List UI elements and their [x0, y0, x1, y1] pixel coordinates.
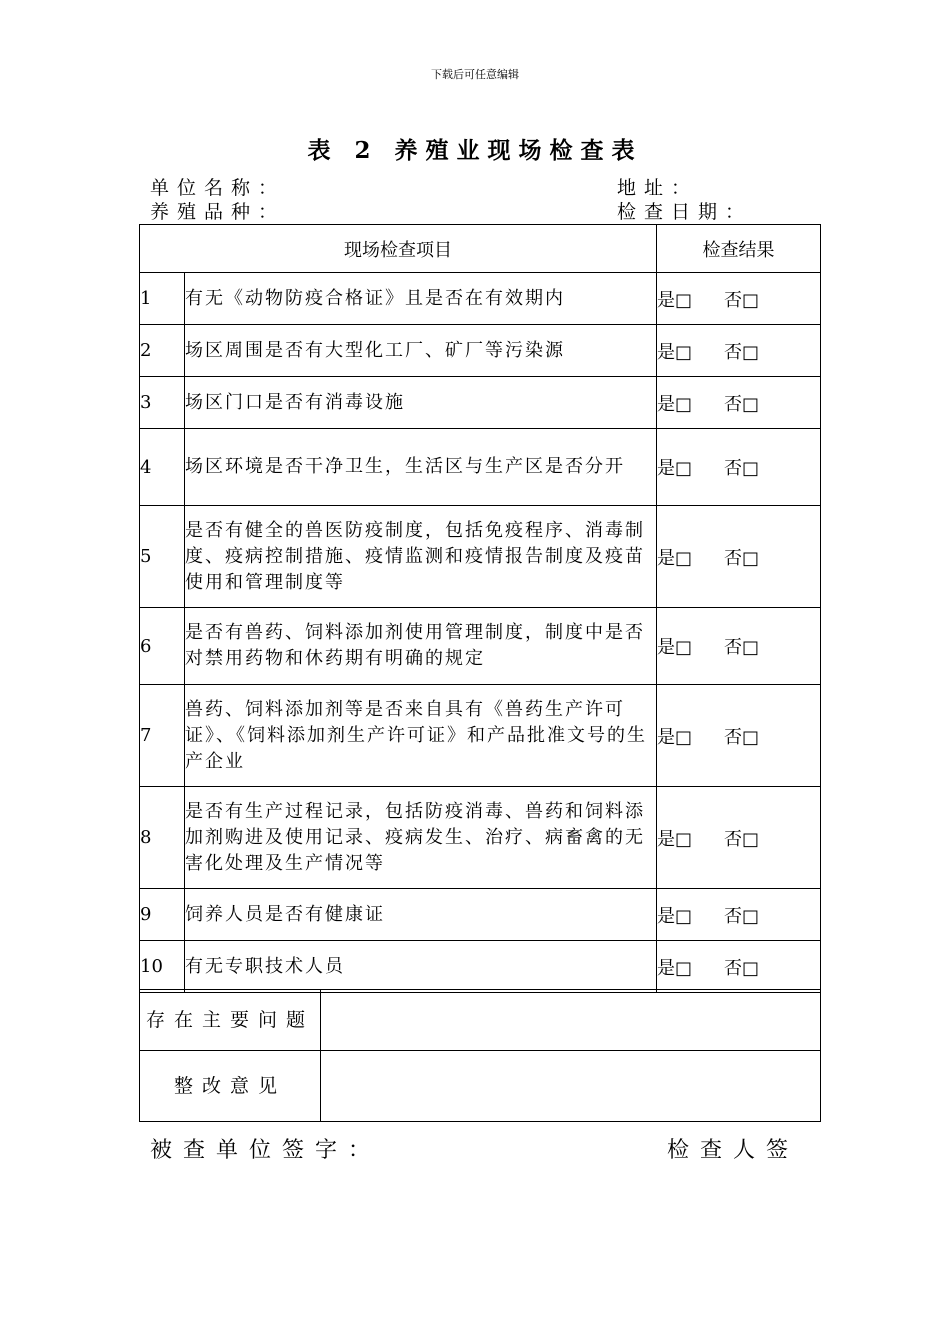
check-item-text: 是否有健全的兽医防疫制度，包括免疫程序、消毒制度、疫病控制措施、疫情监测和疫情报告制度及疫苗使用和管理制度等: [185, 506, 657, 608]
table-row: [140, 685, 821, 787]
no-checkbox[interactable]: 否□: [724, 289, 760, 311]
page-title: 表 2 养殖业现场检查表: [307, 137, 643, 164]
table-row: [140, 506, 821, 608]
no-checkbox[interactable]: 否□: [724, 957, 760, 979]
row-number: 1: [140, 273, 185, 325]
yes-checkbox[interactable]: 是□: [657, 458, 693, 479]
check-item-text: 兽药、饲料添加剂等是否来自具有《兽药生产许可证》、《饲料添加剂生产许可证》和产品批准文号的生产企业: [185, 685, 657, 787]
check-item-text: 饲养人员是否有健康证: [185, 889, 657, 941]
result-cell: [657, 685, 821, 787]
breed-label: 养殖品种：: [150, 201, 286, 223]
no-checkbox[interactable]: 否□: [724, 393, 760, 415]
result-cell: [657, 941, 821, 993]
yes-checkbox[interactable]: 是□: [657, 828, 693, 850]
table-row: [140, 941, 821, 993]
yes-checkbox[interactable]: 是□: [657, 905, 693, 927]
no-checkbox[interactable]: 否□: [724, 828, 760, 850]
yes-checkbox[interactable]: 是□: [657, 957, 693, 979]
table-row: [140, 889, 821, 941]
row-number: 10: [140, 941, 185, 993]
no-checkbox[interactable]: 否□: [724, 905, 760, 927]
row-number: 5: [140, 506, 185, 608]
inspected-unit-signature-label: 被查单位签字：: [150, 1138, 382, 1163]
main-issues-label: 存在主要问题: [140, 990, 321, 1051]
row-number: 9: [140, 889, 185, 941]
no-checkbox[interactable]: 否□: [724, 547, 760, 569]
rectification-field[interactable]: [321, 1051, 821, 1122]
result-cell: [657, 429, 821, 506]
row-number: 3: [140, 377, 185, 429]
check-item-text: 有无专职技术人员: [185, 941, 657, 993]
yes-checkbox[interactable]: 是□: [657, 547, 693, 569]
result-cell: [657, 506, 821, 608]
check-item-text: 场区门口是否有消毒设施: [185, 377, 657, 429]
no-checkbox[interactable]: 否□: [724, 637, 760, 658]
unit-name-label: 单位名称：: [150, 177, 286, 199]
check-item-text: 场区环境是否干净卫生，生活区与生产区是否分开: [185, 429, 657, 506]
table-row: [140, 608, 821, 685]
table-row: [140, 377, 821, 429]
result-cell: [657, 377, 821, 429]
yes-checkbox[interactable]: 是□: [657, 393, 693, 415]
table-row: [140, 429, 821, 506]
yes-checkbox[interactable]: 是□: [657, 726, 693, 748]
check-item-text: 是否有生产过程记录，包括防疫消毒、兽药和饲料添加剂购进及使用记录、疫病发生、治疗、病畜禽的无害化处理及生产情况等: [185, 787, 657, 889]
result-cell: [657, 608, 821, 685]
inspector-signature-label: 检查人签: [667, 1138, 800, 1163]
header-note: 下载后可任意编辑: [431, 68, 519, 81]
result-cell: [657, 787, 821, 889]
check-item-text: 是否有兽药、饲料添加剂使用管理制度，制度中是否对禁用药物和休药期有明确的规定: [185, 608, 657, 685]
row-number: 2: [140, 325, 185, 377]
row-number: 8: [140, 787, 185, 889]
no-checkbox[interactable]: 否□: [724, 726, 760, 748]
inspection-table: [139, 224, 821, 993]
result-cell: [657, 273, 821, 325]
main-issues-field[interactable]: [321, 990, 821, 1051]
yes-checkbox[interactable]: 是□: [657, 637, 693, 658]
table-row: [140, 787, 821, 889]
table-row: [140, 325, 821, 377]
table-row: [140, 273, 821, 325]
no-checkbox[interactable]: 否□: [724, 341, 760, 363]
rectification-row: [140, 1051, 821, 1122]
column-header-result: 检查结果: [657, 225, 821, 273]
no-checkbox[interactable]: 否□: [724, 458, 760, 479]
check-item-text: 有无《动物防疫合格证》且是否在有效期内: [185, 273, 657, 325]
yes-checkbox[interactable]: 是□: [657, 341, 693, 363]
column-header-item: 现场检查项目: [140, 225, 657, 273]
rectification-label: 整改意见: [140, 1051, 321, 1122]
address-label: 地址：: [617, 177, 699, 199]
check-date-label: 检查日期：: [617, 201, 753, 223]
result-cell: [657, 325, 821, 377]
row-number: 6: [140, 608, 185, 685]
summary-table: [139, 989, 821, 1122]
row-number: 4: [140, 429, 185, 506]
main-issues-row: [140, 990, 821, 1051]
result-cell: [657, 889, 821, 941]
check-item-text: 场区周围是否有大型化工厂、矿厂等污染源: [185, 325, 657, 377]
row-number: 7: [140, 685, 185, 787]
table-header-row: [140, 225, 821, 273]
yes-checkbox[interactable]: 是□: [657, 289, 693, 311]
